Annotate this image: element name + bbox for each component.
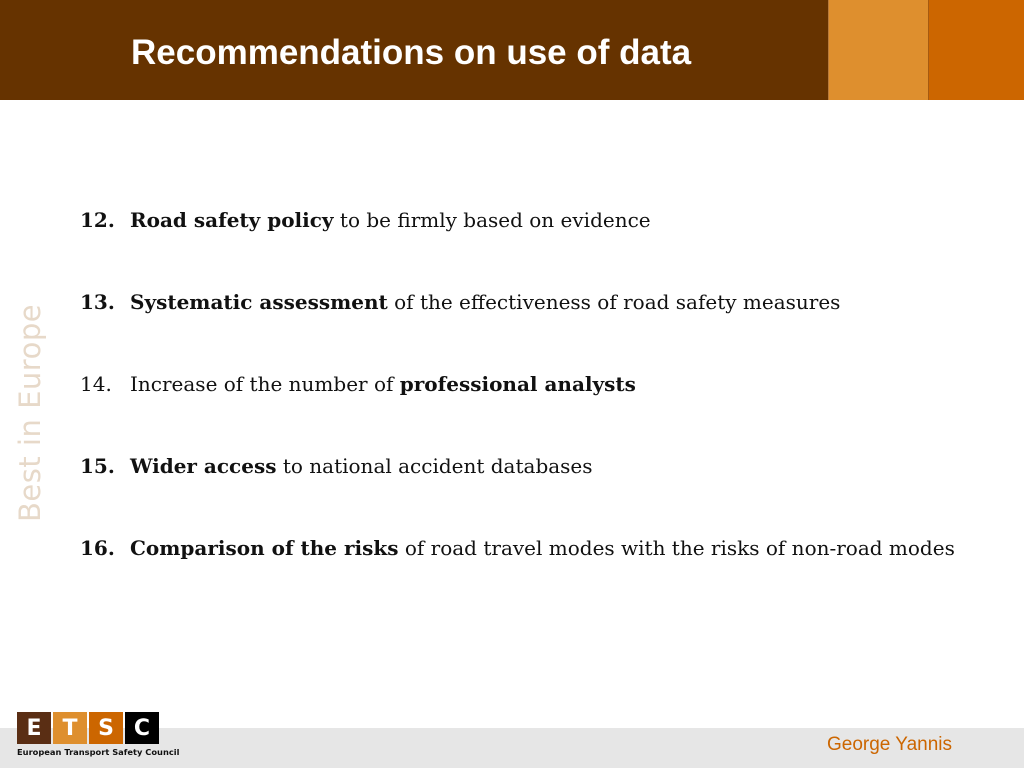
item-text: of road travel modes with the risks of non-road modes: [398, 536, 955, 560]
item-number: 14.: [80, 372, 112, 396]
item-text: to national accident databases: [276, 454, 593, 478]
item-highlight: Road safety policy: [130, 208, 334, 232]
item-highlight: Comparison of the risks: [130, 536, 399, 560]
item-number: 13.: [80, 290, 115, 314]
item-highlight: Wider access: [130, 454, 277, 478]
list-item: [80, 454, 1000, 536]
item-number: 15.: [80, 454, 115, 478]
item-text: of the effectiveness of road safety measures: [387, 290, 841, 314]
logo-letter-e: E: [17, 712, 51, 744]
item-text: to be firmly based on evidence: [333, 208, 651, 232]
header-band-light-orange: [828, 0, 928, 100]
logo-letter-c: C: [125, 712, 159, 744]
list-item: [80, 208, 1000, 290]
logo-caption: European Transport Safety Council: [17, 747, 180, 757]
logo-letter-t: T: [53, 712, 87, 744]
author-name: George Yannis: [827, 734, 952, 755]
list-item: [80, 290, 1000, 372]
slide-title: Recommendations on use of data: [131, 33, 692, 72]
list-item: [80, 536, 1000, 618]
header-band-orange: [928, 0, 1024, 100]
logo-letter-s: S: [89, 712, 123, 744]
item-highlight: Systematic assessment: [130, 290, 388, 314]
side-slogan: Best in Europe: [13, 303, 47, 522]
item-highlight: professional analysts: [399, 372, 636, 396]
item-number: 12.: [80, 208, 115, 232]
etsc-logo: [17, 712, 180, 762]
list-item: [80, 372, 1000, 454]
recommendation-list: [80, 208, 1000, 618]
item-number: 16.: [80, 536, 115, 560]
item-text: Increase of the number of: [130, 372, 400, 396]
